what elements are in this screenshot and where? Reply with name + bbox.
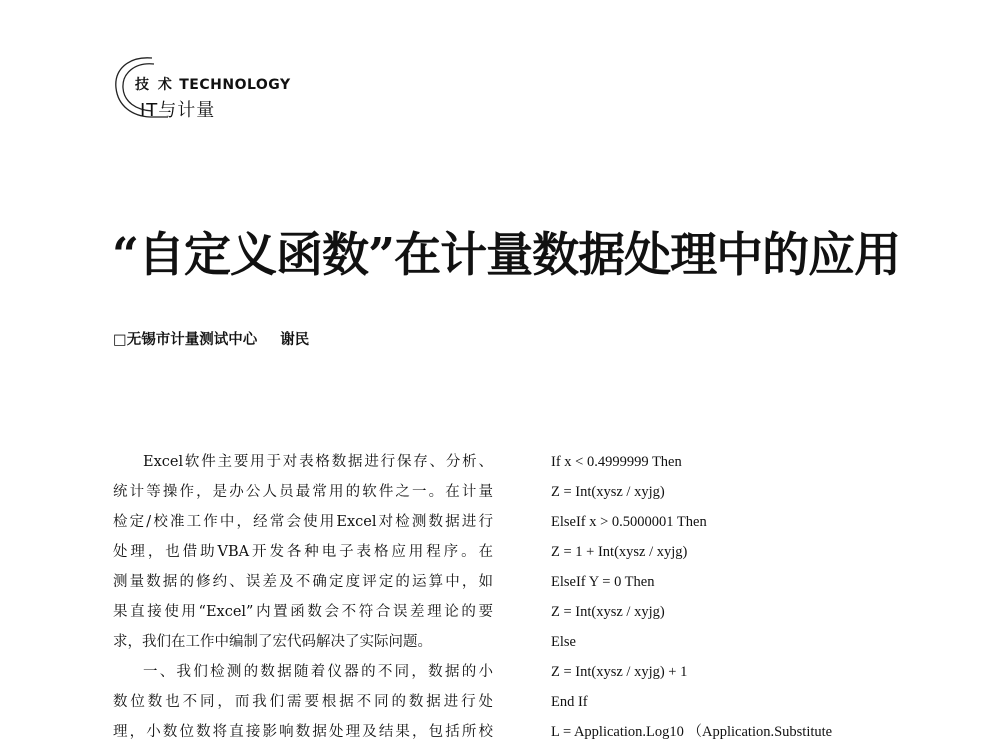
- code-line: Else: [551, 634, 576, 650]
- byline: [113, 328, 309, 349]
- code-line: Z = Int(xysz / xyjg) + 1: [551, 664, 688, 680]
- left-column: [113, 447, 493, 747]
- byline-affiliation: □无锡市计量测试中心: [113, 332, 258, 348]
- code-line: If x < 0.4999999 Then: [551, 454, 682, 470]
- left-line: 统计等操作，是办公人员最常用的软件之一。在计量: [113, 484, 493, 500]
- header-label-en: TECHNOLOGY: [179, 77, 291, 93]
- code-line: Z = Int(xysz / xyjg): [551, 484, 665, 500]
- left-line: 处理，也借助VBA开发各种电子表格应用程序。在: [113, 544, 493, 560]
- left-line: 测量数据的修约、误差及不确定度评定的运算中，如: [113, 574, 493, 590]
- code-line: ElseIf x > 0.5000001 Then: [551, 514, 707, 530]
- right-column-code: [551, 447, 896, 747]
- left-line: 果直接使用“Excel”内置函数会不符合误差理论的要: [113, 604, 493, 620]
- header-label-zh: 技 术: [135, 77, 174, 93]
- byline-author: 谢民: [280, 332, 310, 348]
- code-line: Z = 1 + Int(xysz / xyjg): [551, 544, 688, 560]
- code-line: L = Application.Log10 （Application.Substitute: [551, 724, 833, 740]
- section-header: [110, 50, 340, 125]
- code-line: ElseIf Y = 0 Then: [551, 574, 655, 590]
- left-line: 数位数也不同，而我们需要根据不同的数据进行处: [113, 694, 493, 710]
- left-line: 求，我们在工作中编制了宏代码解决了实际问题。: [113, 634, 432, 650]
- left-line: 一、我们检测的数据随着仪器的不同，数据的小: [143, 664, 493, 680]
- left-line: Excel软件主要用于对表格数据进行保存、分析、: [143, 454, 493, 470]
- article-title: “自定义函数”在计量数据处理中的应用: [112, 228, 901, 283]
- code-line: Z = Int(xysz / xyjg): [551, 604, 665, 620]
- code-line: End If: [551, 694, 588, 710]
- left-line: 理，小数位数将直接影响数据处理及结果，包括所校: [113, 724, 493, 740]
- left-line: 检定/校准工作中，经常会使用Excel对检测数据进行: [113, 514, 493, 530]
- header-section: IT与计量: [140, 100, 216, 121]
- header-label: [135, 74, 291, 94]
